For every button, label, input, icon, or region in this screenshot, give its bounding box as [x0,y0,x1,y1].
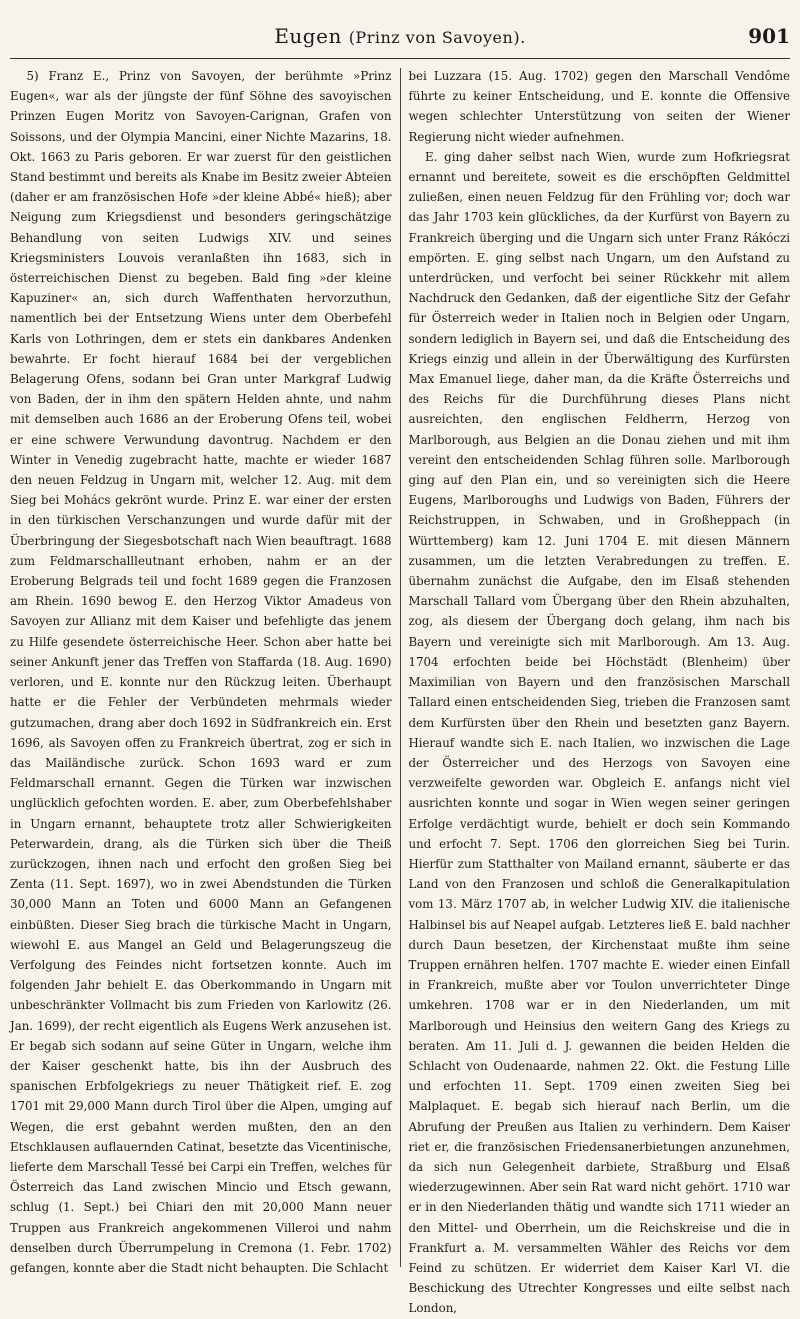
text-columns [10,66,790,1316]
paragraph: bei Luzzara (15. Aug. 1702) gegen den Marschall Vendôme führte zu keiner Entscheidung, und E. konnte die Offensive wegen schlechter Unterstützung von seiten der Wiener Regierung nicht wieder aufnehmen. [408,69,790,144]
paragraph: E. ging daher selbst nach Wien, wurde zum Hofkriegsrat ernannt und bereitete, soweit es die erschöpften Geldmittel zuließen, einen neuen Feldzug für den Frühling vor; doch war das Jahr 1703 kein glückliches, da der Kurfürst von Bayern zu Frankreich überging und die Ungarn sich unter Franz Rákóczi empörten. E. ging selbst nach Ungarn, um den Aufstand zu unterdrücken, und verfocht bei seiner Rückkehr mit allem Nachdruck den Gedanken, daß der eigentliche Sitz der Gefahr für Österreich weder in Italien noch in Belgien oder Ungarn, sondern lediglich in Bayern sei, und daß die Entscheidung des Kriegs einzig und allein in der Überwältigung des Kurfürsten Max Emanuel liege, daher man, da die Kräfte Österreichs und des Reichs für die Durchführung dieses Plans nicht ausreichten, den englischen Feldherrn, Herzog von Marlborough, aus Belgien an die Donau ziehen und mit ihm vereint den entscheidenden Schlag führen solle. Marlborough ging auf den Plan ein, und so vereinigten sich die Heere Eugens, Marlboroughs und Ludwigs von Baden, Führers der Reichstruppen, in Schwaben, und in Großheppach (in Württemberg) kam 12. Juni 1704 E. mit diesen Männern zusammen, um die letzten Verabredungen zu treffen. E. übernahm zunächst die Aufgabe, den im Elsaß stehenden Marschall Tallard vom Übergang über den Rhein abzuhalten, zog, als diesem der Übergang doch gelang, ihm nach bis Bayern und vereinigte sich mit Marlborough. Am 13. Aug. 1704 erfochten beide bei Höchstädt (Blenheim) über Maximilian von Bayern und den französischen Marschall Tallard einen entscheidenden Sieg, trieben die Franzosen samt dem Kurfürsten über den Rhein und besetzten ganz Bayern. Hierauf wandte sich E. nach Italien, wo inzwischen die Lage der Österreicher und des Herzogs von Savoyen eine verzweifelte geworden war. Obgleich E. anfangs nicht viel ausrichten konnte und sogar in Wien wegen seiner geringen Erfolge verdächtigt wurde, behielt er doch sein Kommando und erfocht 7. Sept. 1706 den glorreichen Sieg bei Turin. Hierfür zum Statthalter von Mailand ernannt, säuberte er das Land von den Franzosen und schloß die Generalkapitulation vom 13. März 1707 ab, in welcher Ludwig XIV. die italienische Halbinsel bis auf Neapel aufgab. Letzteres ließ E. bald nachher durch Daun besetzen, der Kirchenstaat mußte ihm seine Truppen ernähren helfen. 1707 machte E. wieder einen Einfall in Frankreich, mußte aber vor Toulon unverrichteter Dinge umkehren. 1708 war er in den Niederlanden, um mit Marlborough und Heinsius den weitern Gang des Kriegs zu beraten. Am 11. Juli d. J. gewannen die beiden Helden die Schlacht von Oudenaarde, nahmen 22. Okt. die Festung Lille und erfochten 11. Sept. 1709 einen zweiten Sieg bei Malplaquet. E. begab sich hierauf nach Berlin, um die Abrufung der Preußen aus Italien zu verhindern. Dem Kaiser riet er, die französischen Friedensanerbietungen anzunehmen, da sich nun Gelegenheit darbiete, Straßburg und Elsaß wiederzugewinnen. Aber sein Rat ward nicht gehört. 1710 war er in den Niederlanden thätig und wandte sich 1711 wieder an den Mittel- und Oberrhein, um die Reichskreise und die in Frankfurt a. M. versammelten Wähler des Reichs vor dem Feind zu schützen. Er widerriet dem Kaiser Karl VI. die Beschickung des Utrechter Kongresses und eilte selbst nach London, [408,149,790,1316]
running-head-subtitle: (Prinz von Savoyen). [348,28,526,47]
right-column [401,66,791,1316]
left-column [10,66,400,1275]
page-number: 901 [748,24,790,48]
paragraph: 5) Franz E., Prinz von Savoyen, der berühmte »Prinz Eugen«, war als der jüngste der fünf Söhne des savoyischen Prinzen Eugen Moritz von Savoyen-Carignan, Grafen von Soissons, und der Olympia Mancini, einer Nichte Mazarins, 18. Okt. 1663 zu Paris geboren. Er war zuerst für den geistlichen Stand bestimmt und bereits als Knabe im Besitz zweier Abteien (daher er am französischen Hofe »der kleine Abbé« hieß); aber Neigung zum Kriegsdienst und besonders geringschätzige Behandlung von seiten Ludwigs XIV. und seines Kriegsministers Louvois veranlaßten ihn 1683, sich in österreichischen Dienst zu begeben. Bald fing »der kleine Kapuziner« an, sich durch Waffenthaten hervorzuthun, namentlich bei der Entsetzung Wiens unter dem Oberbefehl Karls von Lothringen, dem er stets ein dankbares Andenken bewahrte. Er focht hierauf 1684 bei der vergeblichen Belagerung Ofens, sodann bei Gran unter Markgraf Ludwig von Baden, der in ihm den spätern Helden ahnte, und nahm mit demselben auch 1686 an der Eroberung Ofens teil, wobei er eine schwere Verwundung davontrug. Nachdem er den Winter in Venedig zugebracht hatte, machte er wieder 1687 den neuen Feldzug in Ungarn mit, welcher 12. Aug. mit dem Sieg bei Mohács gekrönt wurde. Prinz E. war einer der ersten in den türkischen Verschanzungen und wurde dafür mit der Überbringung der Siegesbotschaft nach Wien beauftragt. 1688 zum Feldmarschallleutnant erhoben, nahm er an der Eroberung Belgrads teil und focht 1689 gegen die Franzosen am Rhein. 1690 bewog E. den Herzog Viktor Amadeus von Savoyen zur Allianz mit dem Kaiser und befehligte das jenem zu Hilfe gesendete österreichische Heer. Schon aber hatte bei seiner Ankunft jener das Treffen von Staffarda (18. Aug. 1690) verloren, und E. konnte nur den Rückzug leiten. Überhaupt hatte er die Fehler der Verbündeten mehrmals wieder gutzumachen, drang aber doch 1692 in Südfrankreich ein. Erst 1696, als Savoyen offen zu Frankreich übertrat, zog er sich in das Mailändische zurück. Schon 1693 ward er zum Feldmarschall ernannt. Gegen die Türken war inzwischen unglücklich gefochten worden. E. aber, zum Oberbefehlshaber in Ungarn ernannt, behauptete trotz aller Schwierigkeiten Peterwardein, drang, als die Türken sich über die Theiß zurückzogen, ihnen nach und erfocht den großen Sieg bei Zenta (11. Sept. 1697), wo in zwei Abendstunden die Türken 30,000 Mann an Toten und 6000 Mann an Gefangenen einbüßten. Dieser Sieg brach die türkische Macht in Ungarn, wiewohl E. aus Mangel an Geld und Belagerungszeug die Verfolgung des Feindes nicht fortsetzen konnte. Auch im folgenden Jahr behielt E. das Oberkommando in Ungarn mit unbeschränkter Vollmacht bis zum Frieden von Karlowitz (26. Jan. 1699), der recht eigentlich als Eugens Werk anzusehen ist. Er begab sich sodann auf seine Güter in Ungarn, welche ihm der Kaiser geschenkt hatte, bis ihn der Ausbruch des spanischen Erbfolgekriegs zu neuer Thätigkeit rief. E. zog 1701 mit 29,000 Mann durch Tirol über die Alpen, umging auf Wegen, die erst gebahnt werden mußten, den an den Etschklausen auflauernden Catinat, besetzte das Vicentinische, lieferte dem Marschall Tessé bei Carpi ein Treffen, welches für Österreich das Land zwischen Mincio und Etsch gewann, schlug (1. Sept.) bei Chiari den mit 20,000 Mann neuer Truppen aus Frankreich angekommenen Villeroi und nahm denselben durch Überrumpelung in Cremona (1. Febr. 1702) gefangen, konnte aber die Stadt nicht behaupten. Die Schlacht [10,69,392,1275]
header-rule [10,58,790,59]
running-head-title: Eugen [274,24,342,48]
running-head [10,24,790,48]
